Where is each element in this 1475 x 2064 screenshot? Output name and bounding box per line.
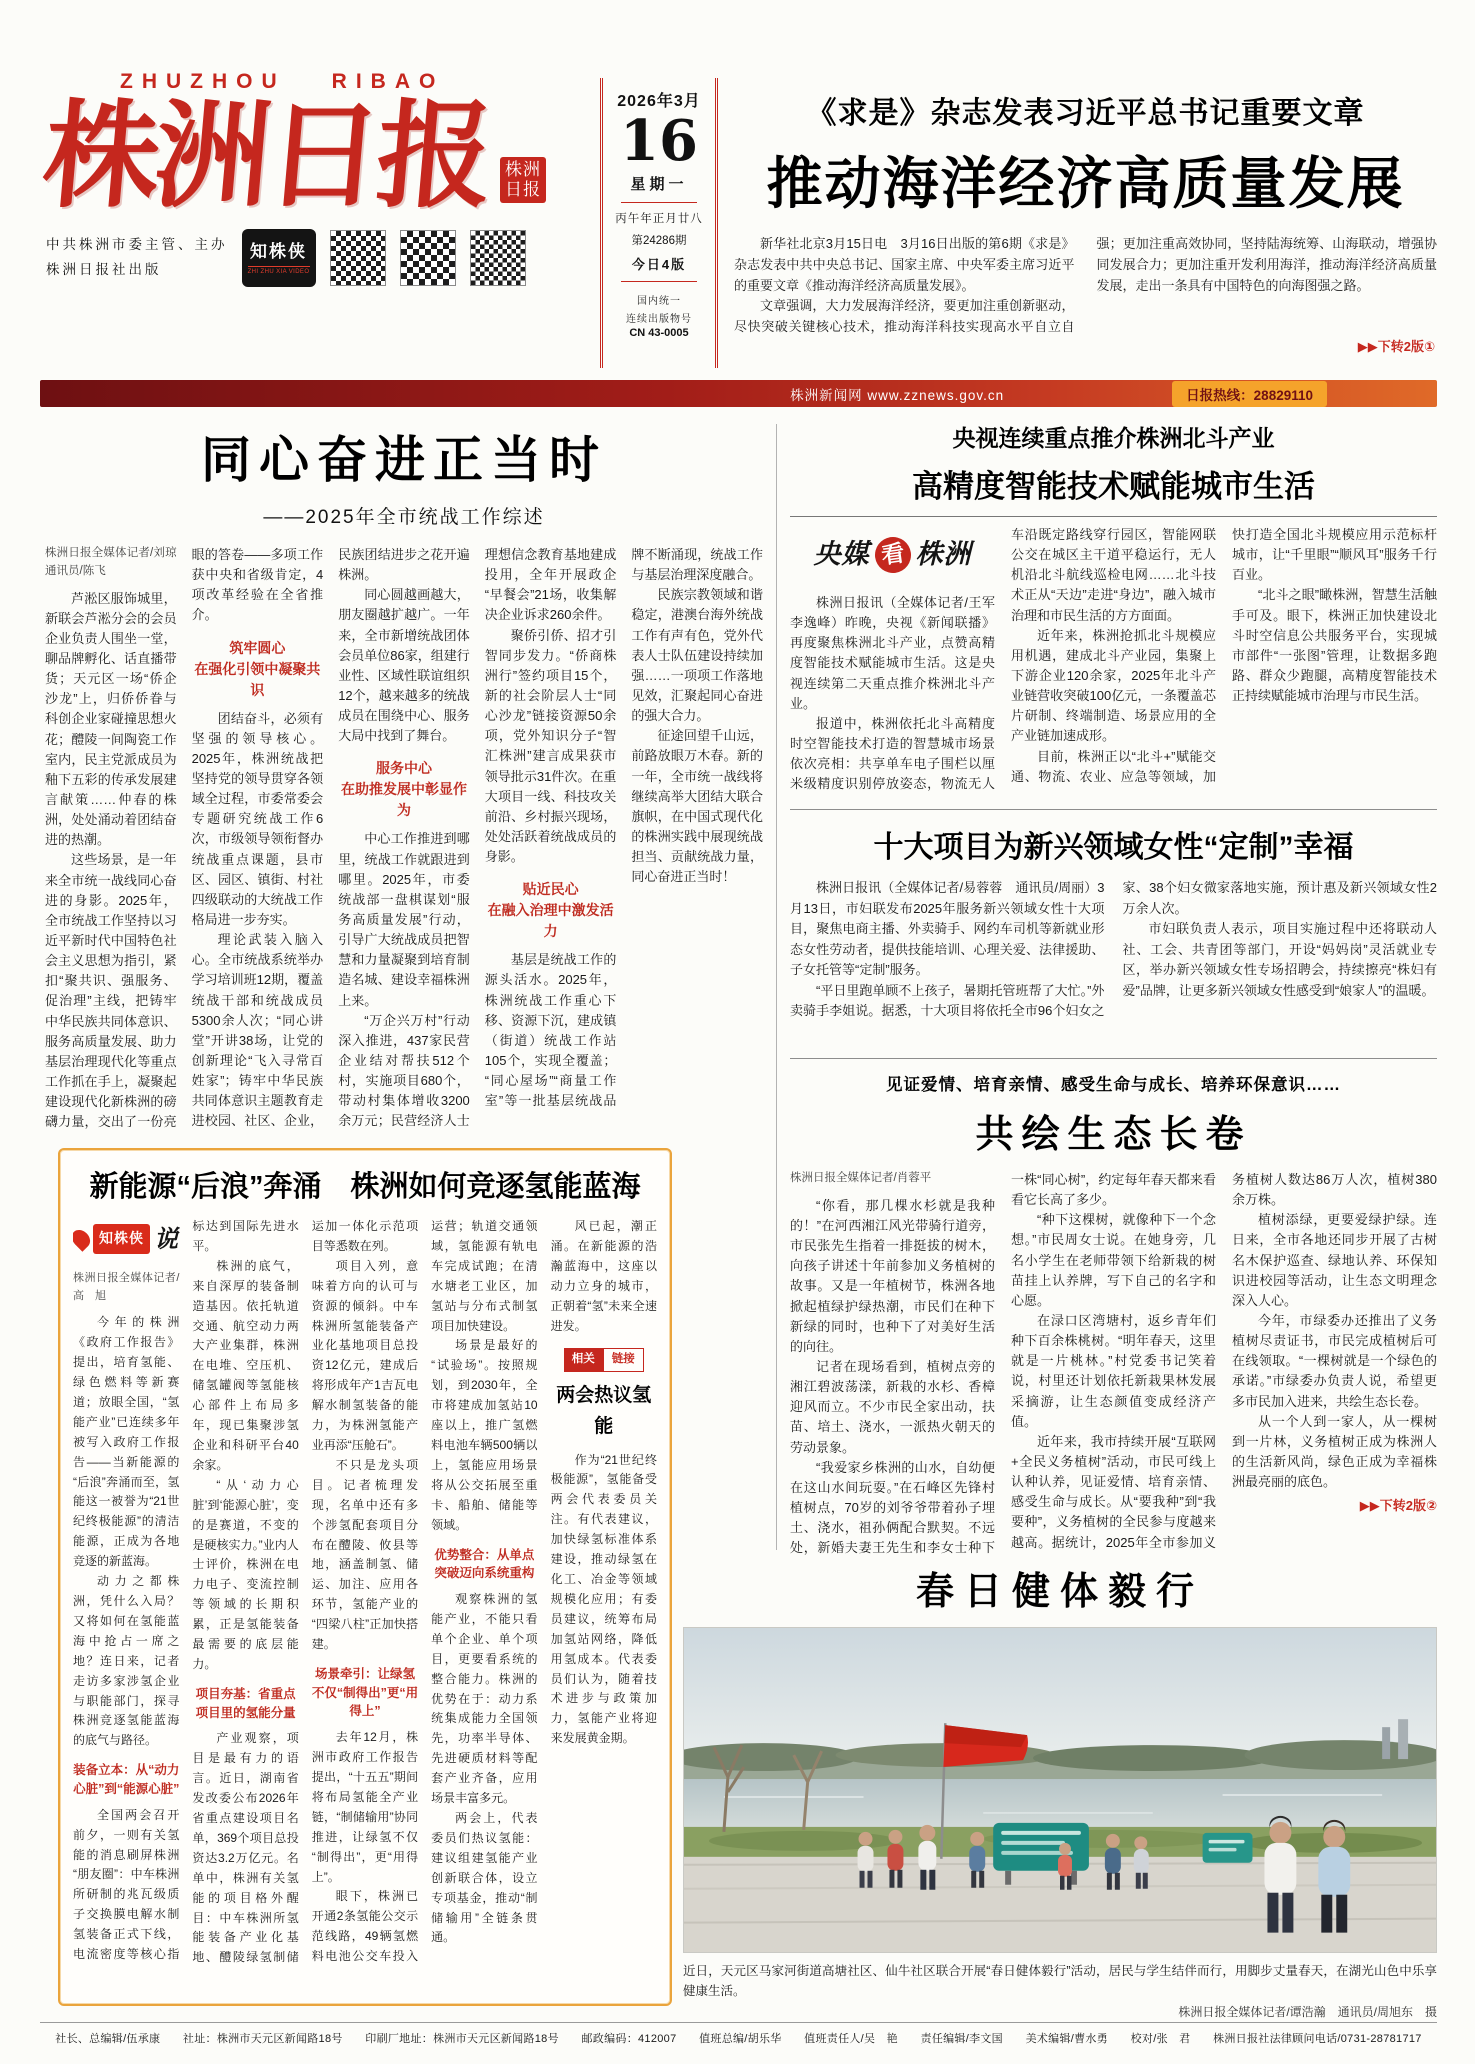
publisher-line-2: 株洲日报社出版 (46, 261, 162, 277)
newspaper-title-calligraphy: 株洲日报 (38, 88, 494, 224)
main-story-subtitle: ——2025年全市统战工作综述 (263, 507, 545, 528)
paragraph: 产业观察，项目是最有力的语言。近日，湖南省发改委公布2026年省重点建设项目名单，369个项目总投资达3.2万亿元。名单中，株洲有关氢能的项目格外醒目：中车株洲所氢能装备产业化基地、醴陵绿氢制储运加一体化示范项目等悉数在列。 (192, 1219, 419, 1965)
paragraph: “你看，那几棵水杉就是我种的！”在河西湘江风光带骑行道旁，市民张先生指着一排挺拔的树木，向孩子讲述十年前参加义务植树的故事。又是一年植树节，株洲各地掀起植绿护绿热潮，市民们在种下新绿的同时，也种下了对美好生活的向往。 (790, 1197, 995, 1354)
subhead-line: 服务中心 (375, 760, 432, 777)
hydrogen-feature-box (58, 1148, 672, 2006)
website-url: 株洲新闻网 www.zznews.gov.cn (790, 387, 1005, 403)
info-bar (40, 380, 1437, 407)
paragraph: 近年来，株洲抢抓北斗规模应用机遇，建成北斗产业园，集聚上下游企业120余家，2025年北斗产业链营收突破100亿元，一条覆盖芯片研制、终端制造、场景应用的全产业链加速成形。 (1011, 627, 1216, 744)
rule (790, 516, 1437, 517)
paragraph: 两会上，代表委员们热议氢能：建议组建氢能产业创新联合体，设立专项基金，推动“制储输用”全链条贯通。 (431, 1810, 538, 1945)
date-year-month: 2026年3月 (617, 93, 701, 110)
date-block (600, 78, 718, 368)
flame-icon (73, 1226, 94, 1251)
red-seal: 株洲日报 (500, 157, 546, 203)
article-beidou (790, 420, 1437, 797)
subhead-line: 筑牢圆心 (229, 639, 286, 656)
publisher-info (46, 233, 228, 282)
paragraph: 文章强调，大力发展海洋经济，要更加注重创新驱动，尽快突破关键核心技术，推动海洋科技实现高水平自立自强；更加注重高效协同，坚持陆海统筹、山海联动，增强协同发展合力；更加注重开发利用海洋，推动海洋经济高质量发展，走出一条具有中国特色的向海图强之路。 (734, 236, 1437, 335)
column-subhead: 优势整合：从单点突破迈向系统重构 (434, 1547, 535, 1581)
column-subhead (192, 638, 324, 701)
byline: 株洲日报全媒体记者/肖蓉平 (790, 1172, 932, 1184)
paragraph: 理论武装入脑入心。全市统战系统举办学习培训班12期，覆盖统战干部和统战成员5300余人次；“同心讲堂”开讲38场，让党的创新理论“飞入寻常百姓家”；铸牢中华民族共同体意识主题教育走进校园、社区、企业，民族团结进步之花开遍株洲。 (191, 547, 470, 1129)
divider (621, 281, 697, 282)
paragraph: 目前，株洲正以“北斗+”赋能交通、物流、农业、应急等领域，加快打造全国北斗规模应用示范标杆城市，让“千里眼”“顺风耳”服务千行百业。 (1011, 527, 1437, 784)
page-footer: 社长、总编辑/伍承康 社址：株洲市天元区新闻路18号 印刷厂地址：株洲市天元区新闻路18号 邮政编码：412007 值班总编/胡乐华 值班责任人/吴 艳 责任编辑/李文国 美术编辑/曹水勇 校对/张 君 株洲日报社法律顾问电话/0731-28781717 (40, 2022, 1437, 2046)
article-body (790, 525, 1437, 797)
paragraph: 聚侨引侨、招才引智同步发力。“侨商株洲行”签约项目15个，新的社会阶层人士“同心沙龙”链接资源50余项，党外知识分子“智汇株洲”建言成果获市领导批示31件次。在重大项目一线、科技攻关前沿、乡村振兴现场，处处活跃着统战成员的身影。 (484, 627, 617, 865)
subhead-line: 贴近民心 (522, 881, 579, 898)
paragraph: 在渌口区湾塘村，返乡青年们种下百余株桃树。“明年春天，这里就是一片桃林。”村党委书记笑着说，村里还计划依托新栽果林发展采摘游，让生态颜值变成经济产值。 (1011, 1312, 1216, 1429)
date-weekday: 星期一 (630, 176, 688, 194)
photo-caption: 近日，天元区马家河街道高塘社区、仙牛社区联合开展“春日健体毅行”活动，居民与学生结伴而行，用脚步丈量春天，在湖光山色中乐享健康生活。 (683, 1964, 1437, 1998)
photo-story (683, 1560, 1437, 2020)
paragraph: “万企兴万村”行动深入推进，437家民营企业结对帮扶512个村，实施项目680个，带动村集体增收3200余万元；民营经济人士理想信念教育基地建成投用，全年开展政企“早餐会”21场，收集解决企业诉求260余件。 (338, 547, 617, 1129)
paragraph: 近年来，我市持续开展“互联网+全民义务植树”活动，市民可线上认种认养，见证爱情、培育亲情、感受生命与成长。从“要我种”到“我要种”，义务植树的全民参与度越来越高。据统计，2025年全市参加义务植树人数达86万人次，植树380余万株。 (1011, 1172, 1437, 1550)
paragraph: 株洲的底气，来自深厚的装备制造基因。依托轨道交通、航空动力两大产业集群，株洲在电堆、空压机、储氢罐阀等氢能核心部件上布局多年，现已集聚涉氢企业和科研平台40余家。 (192, 1258, 299, 1472)
article-body (790, 1170, 1437, 1570)
paragraph: 今年的株洲《政府工作报告》提出，培育氢能、绿色燃料等新赛道；放眼全国，“氢能产业”已连续多年被写入政府工作报告——当新能源的“后浪”奔涌而至，氢能这一被誉为“21世纪终极能源”的清洁能源，正成为各地竞逐的新蓝海。 (73, 1315, 180, 1569)
logo-say-char: 说 (154, 1224, 178, 1253)
paragraph: “平日里跑单顾不上孩子，暑期托管班帮了大忙。”外卖骑手李姐说。据悉，十大项目将依托全市96个妇女之家、38个妇女微家落地实施，预计惠及新兴领域女性2万余人次。 (790, 880, 1437, 1019)
top-story-headline: 推动海洋经济高质量发展 (766, 152, 1405, 215)
subhead-line: 在强化引领中凝聚共识 (194, 660, 321, 698)
main-story-headline: 同心奋进正当时 (201, 430, 607, 489)
paragraph: 风已起，潮正涌。在新能源的浩瀚蓝海中，这座以动力立身的城市，正朝着“氢”未来全速进发。 (550, 1219, 657, 1333)
chimney (1398, 1719, 1408, 1759)
logo-text: 央媒 (813, 539, 870, 571)
paragraph: 新华社北京3月15日电 3月16日出版的第6期《求是》杂志发表中共中央总书记、国家主席、中央军委主席习近平的重要文章《推动海洋经济高质量发展》。 (734, 236, 1075, 293)
related-headline: 两会热议氢能 (556, 1384, 652, 1438)
zhizhuxia-logo-subtext: ZHI ZHU XIA VIDEO (248, 266, 310, 275)
related-link-tag (564, 1348, 644, 1371)
qr-code (330, 230, 386, 286)
zhizhuxia-logo-text: 知株侠 (250, 241, 307, 261)
paragraph: 项目入列，意味着方向的认可与资源的倾斜。中车株洲所氢能装备产业化基地项目总投资12亿元，建成后将形成年产1吉瓦电解水制氢装备的能力，为株洲氢能产业再添“压舱石”。 (311, 1258, 419, 1452)
paragraph: 株洲日报讯（全媒体记者/王军 李逸峰）昨晚，央视《新闻联播》再度聚焦株洲北斗产业，点赞高精度智能技术赋能城市生活。这是央视连续第二天重点推介株洲北斗产业。 (790, 595, 1009, 711)
paragraph: 团结奋斗，必须有坚强的领导核心。2025年，株洲统战把坚持党的领导贯穿各领域全过程，市委常委会专题研究统战工作6次，市级领导领衔督办统战重点课题，县市区、园区、镇街、村社四级联动的大统战工作格局进一步夯实。 (191, 710, 324, 927)
logo-text: 知株侠 (93, 1224, 150, 1253)
article-women-projects (790, 809, 1437, 1046)
logo-text: 株洲 (915, 539, 972, 571)
qr-code (470, 230, 526, 286)
masthead-bottom-row (40, 229, 596, 287)
logo-kan-seal: 看 (872, 535, 913, 576)
column-subhead: 装备立本：从“动力心脏”到“能源心脏” (73, 1763, 180, 1797)
photo-credit: 株洲日报全媒体记者/谭浩瀚 通讯员/周旭东 摄 (1178, 2005, 1437, 2019)
paragraph: 观察株洲的氢能产业，不能只看单个企业、单个项目，更要看系统的整合能力。株洲的优势在于：动力系统集成能力全国领先，功率半导体、先进硬质材料等配套产业齐备，应用场景丰富多元。 (431, 1592, 538, 1806)
chimney (1382, 1727, 1390, 1759)
feature-body (73, 1217, 657, 1977)
publication-code-label-1: 国内统一 (637, 296, 681, 308)
paragraph: 株洲日报讯（全媒体记者/易蓉蓉 通讯员/周丽）3月13日，市妇联发布2025年服务新兴领域女性十大项目，聚焦电商主播、外卖骑手、网约车司机等新就业形态女性劳动者，提供技能培训、心理关爱、法律援助、子女托管等“定制”服务。 (790, 880, 1105, 978)
yangmei-kan-zhuzhou-logo (790, 527, 995, 583)
paragraph: 去年12月，株洲市政府工作报告提出，“十五五”期间将布局氢能全产业链，“制储输用”协同推进，让绿氢不仅“制得出”，更“用得上”。 (311, 1730, 419, 1884)
paragraph: 场景是最好的“试验场”。按照规划，到2030年，全市将建成加氢站10座以上，推广氢燃料电池车辆500辆以上，氢能应用场景将从公交拓展至重卡、船舶、储能等领域。 (431, 1338, 538, 1532)
paragraph: 这些场景，是一年来全市统一战线同心奋进的身影。2025年，全市统战工作坚持以习近平新时代中国特色社会主义思想为指引，紧扣“聚共识、强服务、促治理”主线，把铸牢中华民族共同体意识、服务高质量发展、助力基层治理现代化等重点工作抓在手上，凝聚起建设现代化新株洲的磅礴力量，交出了一份亮眼的答卷——多项工作获中央和省级肯定，4项改革经验在全省推介。 (45, 547, 324, 1130)
article-headline: 共绘生态长卷 (975, 1111, 1252, 1156)
sign-board-small (1203, 1833, 1253, 1863)
qr-code (400, 230, 456, 286)
publication-code-label-2: 连续出版物号 (626, 314, 692, 326)
jump-to-page-note: ▶▶下转2版② (1359, 1498, 1437, 1514)
feature-headline: 新能源“后浪”奔涌 株洲如何竞逐氢能蓝海 (89, 1171, 641, 1203)
english-name-part: ZHUZHOU (120, 70, 286, 93)
related-tag-right: 链接 (603, 1348, 644, 1371)
paragraph: 同心圆越画越大，朋友圈越扩越广。一年来，全市新增统战团体会员单位86家，组建行业性、区域性联谊组织12个，越来越多的统战成员在围绕中心、服务大局中找到了舞台。 (338, 587, 470, 744)
brand-row (38, 88, 596, 224)
column-subhead (338, 758, 470, 821)
paragraph: 动力之都株洲，凭什么入局？又将如何在氢能蓝海中抢占一席之地？连日来，记者走访多家涉氢企业与职能部门，探寻株洲竞逐氢能蓝海的底气与路径。 (73, 1574, 180, 1748)
masthead-brand-block (40, 24, 596, 372)
byline: 株洲日报全媒体记者/刘琼 通讯员/陈飞 (45, 547, 189, 577)
paragraph: 记者在现场看到，植树点旁的湘江碧波荡漾，新栽的水杉、香樟迎风而立。不少市民全家出动，扶苗、培土、浇水，一派热火朝天的劳动景象。 (790, 1358, 995, 1455)
related-link-block (551, 1348, 657, 1442)
paragraph: 基层是统战工作的源头活水。2025年，株洲统战工作重心下移、资源下沉，建成镇（街道）统战工作站105个，实现全覆盖；“同心屋场”“商量工作室”等一批基层统战品牌不断涌现，统战工作与基层治理深度融合。 (484, 547, 763, 1109)
column-subhead (485, 879, 617, 942)
paragraph: 不只是龙头项目。记者梳理发现，名单中还有多个涉氢配套项目分布在醴陵、攸县等地，涵盖制氢、储运、加注、应用各环节，氢能产业的“四梁八柱”正加快搭建。 (311, 1457, 419, 1652)
zhizhuxia-shuo-logo (73, 1219, 179, 1259)
top-story (734, 24, 1437, 372)
subhead-line: 在助推发展中彰显作为 (340, 781, 467, 819)
date-day: 16 (620, 108, 698, 174)
paragraph: 作为“21世纪终极能源”，氢能备受两会代表委员关注。有代表建议，加快绿氢标准体系建设，推动绿氢在化工、冶金等领域规模化应用；有委员建议，统筹布局加氢站网络，降低用氢成本。代表委员们认为，随着技术进步与政策加力，氢能产业将迎来发展黄金期。 (550, 1452, 657, 1746)
english-name-part: RIBAO (331, 70, 445, 93)
main-story (45, 420, 763, 1137)
publication-code: CN 43-0005 (629, 327, 689, 340)
subhead-line: 在融入治理中激发活力 (487, 902, 614, 940)
article-headline: 十大项目为新兴领域女性“定制”幸福 (873, 831, 1354, 864)
zhizhuxia-logo (242, 229, 316, 287)
publisher-line-1: 中共株洲市委主管、主办 (46, 237, 228, 253)
jump-to-page-note: ▶▶下转2版① (1350, 337, 1435, 358)
vertical-rule (776, 424, 777, 1550)
paragraph: 芦淞区服饰城里，新联会芦淞分会的会员企业负责人围坐一堂，聊品牌孵化、话直播带货；天元区一场“侨企沙龙”上，归侨侨眷与科创企业家碰撞思想火花；醴陵一间陶瓷工作室内，民主党派成员为釉下五彩的传承发展建言献策……仲春的株洲，处处涌动着团结奋进的热潮。 (45, 590, 177, 848)
main-story-body (45, 545, 763, 1137)
paragraph: 中心工作推进到哪里，统战工作就跟进到哪里。2025年，市委统战部一盘棋谋划“服务高质量发展”行动，引导广大统战成员把智慧和力量凝聚到培育制造名城、建设幸福株洲上来。 (338, 831, 470, 1008)
paragraph: “北斗之眼”瞰株洲，智慧生活触手可及。眼下，株洲正加快建设北斗时空信息公共服务平台，实现城市部件“一张图”管理，让数据多跑路、群众少跑腿，高精度智能技术正持续赋能城市治理与市民生活。 (1232, 587, 1437, 704)
paragraph: 市妇联负责人表示，项目实施过程中还将联动人社、工会、共青团等部门，开设“妈妈岗”灵活就业专区，举办新兴领域女性专场招聘会，持续擦亮“株妇有爱”品牌，让更多新兴领域女性感受到“娘家人”的温暖。 (1122, 921, 1437, 998)
article-tree-planting (790, 1058, 1437, 1570)
column-subhead: 场景牵引：让绿氢不仅“制得出”更“用得上” (311, 1666, 419, 1719)
article-kicker: 见证爱情、培育亲情、感受生命与成长、培养环保意识…… (886, 1076, 1341, 1094)
paragraph: 今年，市绿委办还推出了义务植树尽责证书，市民完成植树后可在线领取。“一棵树就是一个绿色的承诺。”市绿委办负责人说，希望更多市民加入进来，共绘生态长卷。 (1232, 1312, 1437, 1409)
pages-today: 今日4版 (631, 257, 687, 273)
top-story-kicker: 《求是》杂志发表习近平总书记重要文章 (806, 97, 1365, 130)
lunar-date: 丙午年正月廿八 (615, 213, 703, 226)
paragraph: 报道中，株洲依托北斗高精度时空智能技术打造的智慧城市场景依次亮相：共享单车电子围栏以厘米级精度识别停放姿态，物流无人车沿既定路线穿行园区，智能网联公交在城区主干道平稳运行，无人机沿北斗航线巡检电网……北斗技术正从“天边”走进“身边”，融入城市治理和市民生活的方方面面。 (790, 527, 1216, 792)
paragraph: 眼下，株洲已开通2条氢能公交示范线路，49辆氢燃料电池公交车投入运营；轨道交通领域，氢能源有轨电车完成试跑；在清水塘老工业区，加氢站与分布式制氢项目加快建设。 (311, 1219, 538, 1964)
top-story-body (734, 234, 1437, 358)
divider (621, 202, 697, 203)
article-headline: 高精度智能技术赋能城市生活 (912, 469, 1315, 504)
photo-story-headline: 春日健体毅行 (915, 1568, 1204, 1613)
right-rail (790, 420, 1437, 1570)
hotline-number: 日报热线：28829110 (1172, 381, 1327, 407)
column-subhead: 项目夯基：省重点项目里的氢能分量 (195, 1686, 296, 1720)
related-tag-left: 相关 (564, 1348, 603, 1371)
paragraph: 全国两会召开前夕，一则有关氢能的消息刷屏株洲“朋友圈”：中车株洲所研制的兆瓦级质子交换膜电解水制氢装备正式下线，电流密度等核心指标达到国际先进水平。 (73, 1219, 299, 1962)
paragraph: “种下这棵树，就像种下一个念想。”市民周女士说。在她身旁，几名小学生在老师带领下给新栽的树苗挂上认养牌，写下自己的名字和心愿。 (1011, 1212, 1216, 1308)
paragraph: “我爱家乡株洲的山水，自幼便在这山水间玩耍。”在石峰区先锋村植树点，70岁的刘爷爷带着孙子埋土、浇水，祖孙俩配合默契。不远处，新婚夫妻王先生和李女士种下一株“同心树”，约定每年春天都来看看它长高了多少。 (790, 1172, 1216, 1556)
byline: 株洲日报全媒体记者/高 旭 (73, 1271, 180, 1303)
paragraph: 征途回望千山远，前路放眼万木春。新的一年，全市统一战线将继续高举大团结大联合旗帜，在中国式现代化的株洲实践中展现统战担当、贡献统战力量，同心奋进正当时！ (631, 728, 763, 885)
spring-walk-photo (683, 1627, 1437, 1953)
paragraph: “从‘动力心脏’到‘能源心脏’，变的是赛道，不变的是硬核实力。”业内人士评价，株洲在电力电子、变流控制等领域的长期积累，正是氢能装备最需要的底层能力。 (192, 1477, 299, 1671)
spring-walk-photo-illustration (684, 1628, 1436, 1952)
article-body (790, 878, 1437, 1046)
paragraph: 从一个人到一家人，从一棵树到一片林，义务植树正成为株洲人的生活新风尚，绿色正成为幸福株洲最亮丽的底色。 (1232, 1413, 1437, 1490)
paragraph: 民族宗教领域和谐稳定，港澳台海外统战工作有声有色，党外代表人士队伍建设持续加强……一项项工作落地见效，汇聚起同心奋进的强大合力。 (631, 587, 763, 724)
masthead (40, 24, 1437, 372)
article-kicker: 央视连续重点推介株洲北斗产业 (952, 425, 1275, 451)
issue-number: 第24286期 (631, 235, 687, 248)
paragraph: 植树添绿，更要爱绿护绿。连日来，全市各地还同步开展了古树名木保护巡查、绿地认养、环保知识进校园等活动，让生态文明理念深入人心。 (1232, 1212, 1437, 1308)
